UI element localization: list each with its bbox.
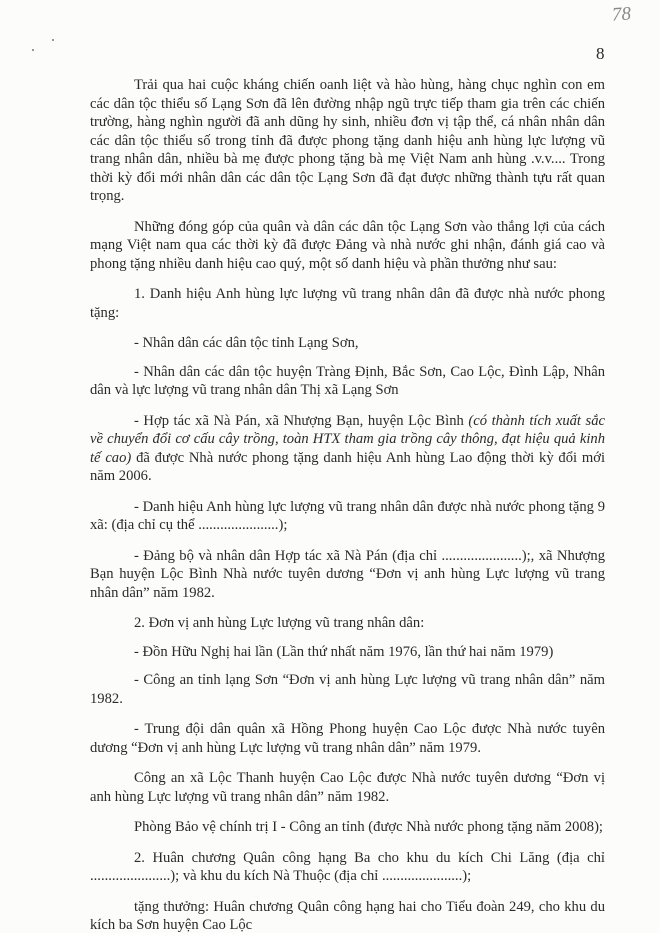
list-item: - Danh hiệu Anh hùng lực lượng vũ trang nhân dân được nhà nước phong tặng 9 xã: (địa chỉ cụ thể ......................); <box>90 498 605 533</box>
list-item: - Đồn Hữu Nghị hai lần (Lần thứ nhất năm 1976, lần thứ hai năm 1979) <box>134 643 554 660</box>
list-item-text: - Hợp tác xã Nà Pán, xã Nhượng Bạn, huyện Lộc Bình <box>134 412 469 429</box>
list-item-text: đã được Nhà nước phong tặng danh hiệu Anh hùng Lao động thời kỳ đổi mới năm 2006. <box>90 449 606 484</box>
medal-paragraph: 2. Huân chương Quân công hạng Ba cho khu du kích Chi Lăng (địa chỉ ......................); và khu du kích Nà Thuộc (địa chỉ ......................); <box>90 849 605 884</box>
list-item: - Nhân dân các dân tộc tỉnh Lạng Sơn, <box>134 335 359 351</box>
list-item: - Nhân dân các dân tộc huyện Tràng Định, Bắc Sơn, Cao Lộc, Đình Lập, Nhân dân và lực lượng vũ trang nhân dân Thị xã Lạng Sơn <box>90 363 605 398</box>
section-2-heading: 2. Đơn vị anh hùng Lực lượng vũ trang nhân dân: <box>134 615 425 631</box>
list-item: - Công an tỉnh lạng Sơn “Đơn vị anh hùng Lực lượng vũ trang nhân dân” năm 1982. <box>90 672 605 707</box>
list-item: - Đảng bộ và nhân dân Hợp tác xã Nà Pán (địa chỉ ......................);, xã Nhượng Bạn huyện Lộc Bình Nhà nước tuyên dương “Đơn vị anh hùng Lực lượng vũ trang nhân dân” năm 1982. <box>90 547 605 601</box>
list-item: Phòng Bảo vệ chính trị I - Công an tỉnh (được Nhà nước phong tặng năm 2008); <box>134 819 603 835</box>
list-item: - Trung đội dân quân xã Hồng Phong huyện Cao Lộc được Nhà nước tuyên dương “Đơn vị anh hùng Lực lượng vũ trang nhân dân” năm 1979. <box>90 721 605 756</box>
handwritten-page-note: 78 <box>611 3 632 26</box>
award-paragraph: tặng thưởng: Huân chương Quân công hạng hai cho Tiểu đoàn 249, cho khu du kích ba Sơn huyện Cao Lộc <box>90 898 605 933</box>
page-number: 8 <box>596 44 605 63</box>
contributions-paragraph: Những đóng góp của quân và dân các dân tộc Lạng Sơn vào thắng lợi của cách mạng Việt nam qua các thời kỳ đã được Đảng và nhà nước ghi nhận, đánh giá cao và phong tặng nhiều danh hiệu cao quý, một số danh hiệu và phần thưởng như sau: <box>90 218 605 272</box>
scan-speck <box>52 39 54 41</box>
section-1-heading: 1. Danh hiệu Anh hùng lực lượng vũ trang nhân dân đã được nhà nước phong tặng: <box>90 286 605 321</box>
intro-paragraph: Trải qua hai cuộc kháng chiến oanh liệt và hào hùng, hàng chục nghìn con em các dân tộc thiểu số Lạng Sơn đã lên đường nhập ngũ trực tiếp tham gia trên các chiến trường, hàng nghìn người đã anh dũng hy sinh, nhiều đơn vị tập thể, cá nhân nhân dân các dân tộc thiểu số trong tỉnh đã được phong tặng danh hiệu anh hùng lực lượng vũ trang nhân dân, nhiều bà mẹ được phong tặng bà mẹ Việt Nam anh hùng .v.v.... Trong thời kỳ đổi mới nhân dân các dân tộc Lạng Sơn đã đạt được những thành tựu rất quan trọng. <box>90 77 605 204</box>
document-body <box>90 76 605 947</box>
list-item-hop-tac-xa <box>90 412 605 486</box>
scan-speck <box>32 49 34 51</box>
italic-note: (có thành tích xuất sắc về chuyển đổi cơ cấu cây trồng, toàn HTX tham gia trồng cây thông, đạt hiệu quả kinh tế cao) <box>90 412 605 466</box>
list-item: Công an xã Lộc Thanh huyện Cao Lộc được Nhà nước tuyên dương “Đơn vị anh hùng Lực lượng vũ trang nhân dân” năm 1982. <box>90 770 605 805</box>
